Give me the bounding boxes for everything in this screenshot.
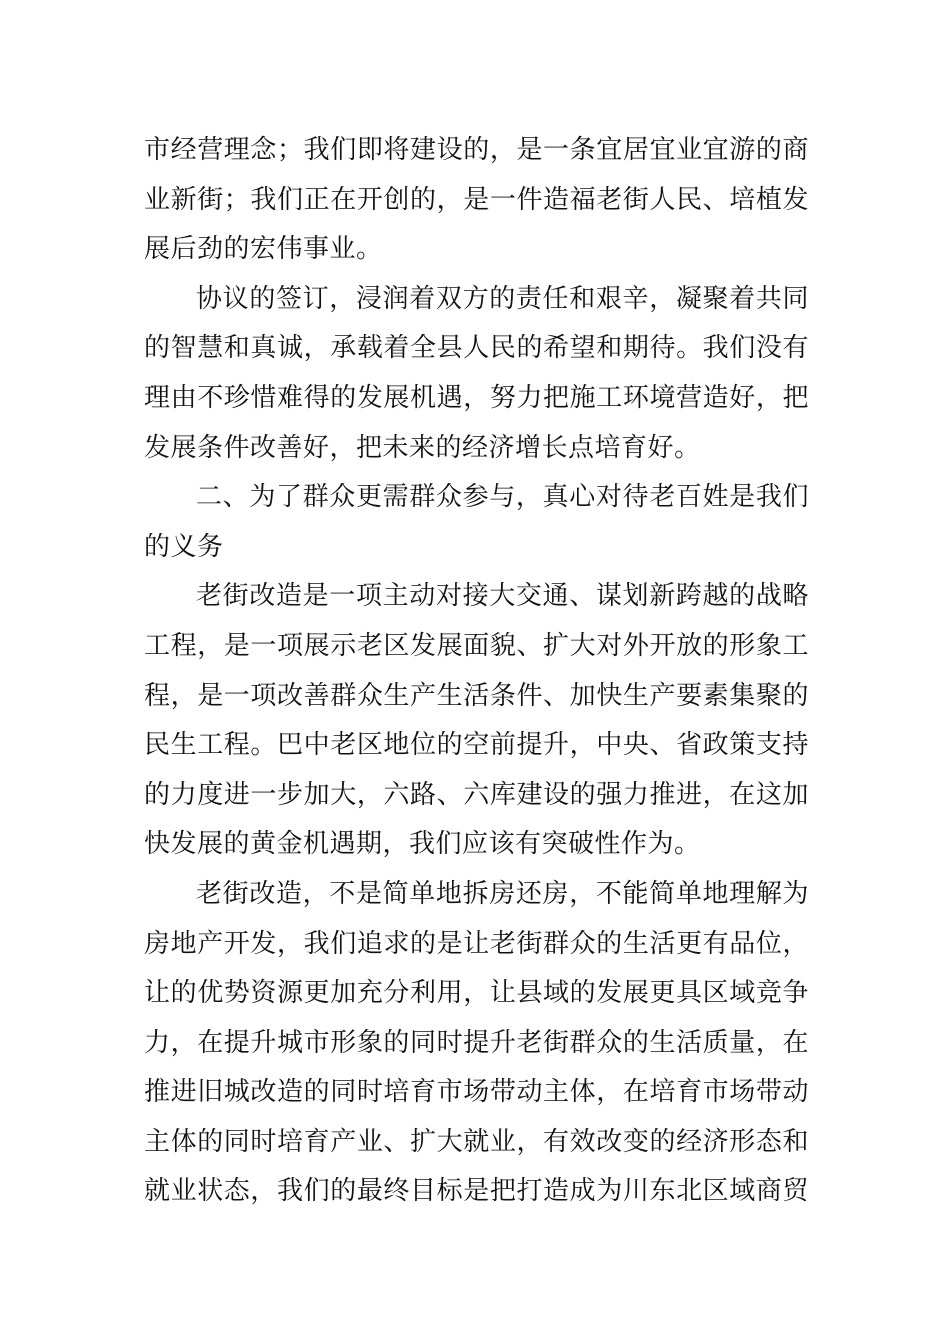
paragraph-line: 发展条件改善好，把未来的经济增长点培育好。 bbox=[144, 432, 701, 463]
paragraph-line: 协议的签订，浸润着双方的责任和艰辛，凝聚着共同 bbox=[196, 283, 809, 314]
heading-line: 的义务 bbox=[144, 531, 224, 562]
paragraph-renovation-project bbox=[144, 572, 809, 870]
document-body bbox=[144, 126, 809, 1217]
paragraph-renovation-goals bbox=[144, 870, 809, 1217]
paragraph-agreement bbox=[144, 275, 809, 473]
paragraph-line: 民生工程。巴中老区地位的空前提升，中央、省政策支持 bbox=[144, 730, 809, 761]
paragraph-continuation bbox=[144, 126, 809, 275]
paragraph-line: 的力度进一步加大，六路、六库建设的强力推进，在这加 bbox=[144, 779, 809, 810]
paragraph-line: 力，在提升城市形象的同时提升老街群众的生活质量，在 bbox=[144, 1027, 809, 1058]
paragraph-line: 老街改造是一项主动对接大交通、谋划新跨越的战略 bbox=[196, 581, 809, 612]
paragraph-line: 程，是一项改善群众生产生活条件、加快生产要素集聚的 bbox=[144, 680, 809, 711]
paragraph-line: 市经营理念；我们即将建设的，是一条宜居宜业宜游的商 bbox=[144, 135, 809, 165]
paragraph-line: 推进旧城改造的同时培育市场带动主体，在培育市场带动 bbox=[144, 1077, 809, 1108]
paragraph-line: 理由不珍惜难得的发展机遇，努力把施工环境营造好，把 bbox=[144, 382, 809, 413]
heading-line: 二、为了群众更需群众参与，真心对待老百姓是我们 bbox=[196, 482, 809, 513]
paragraph-line: 主体的同时培育产业、扩大就业，有效改变的经济形态和 bbox=[144, 1126, 809, 1157]
paragraph-line: 快发展的黄金机遇期，我们应该有突破性作为。 bbox=[144, 829, 701, 860]
paragraph-line: 就业状态，我们的最终目标是把打造成为川东北区域商贸 bbox=[144, 1176, 809, 1207]
paragraph-line: 房地产开发，我们追求的是让老街群众的生活更有品位， bbox=[144, 928, 809, 959]
paragraph-line: 工程，是一项展示老区发展面貌、扩大对外开放的形象工 bbox=[144, 630, 809, 661]
paragraph-line: 让的优势资源更加充分利用，让县域的发展更具区域竞争 bbox=[144, 978, 809, 1009]
paragraph-line: 的智慧和真诚，承载着全县人民的希望和期待。我们没有 bbox=[144, 333, 809, 364]
paragraph-line: 展后劲的宏伟事业。 bbox=[144, 234, 383, 265]
paragraph-line: 业新街；我们正在开创的，是一件造福老街人民、培植发 bbox=[144, 184, 809, 215]
section-heading bbox=[144, 473, 809, 572]
paragraph-line: 老街改造，不是简单地拆房还房，不能简单地理解为 bbox=[196, 878, 809, 909]
